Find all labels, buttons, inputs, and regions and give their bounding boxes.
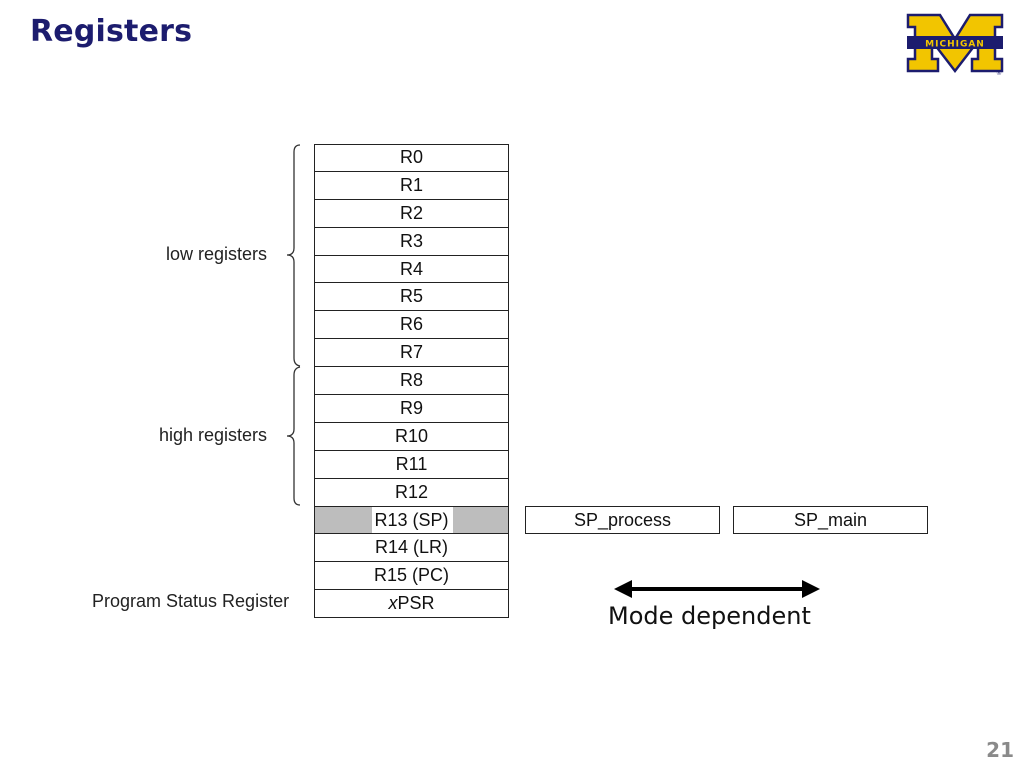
logo-registered-mark: ® — [996, 70, 1002, 75]
logo-text: MICHIGAN — [925, 39, 985, 50]
banked-sp-process: SP_process — [525, 506, 720, 534]
low-registers-brace — [287, 145, 300, 366]
xpsr-name: PSR — [397, 593, 435, 614]
register-r14-lr: R14 (LR) — [314, 534, 509, 562]
register-r15-pc: R15 (PC) — [314, 562, 509, 590]
register-r3: R3 — [314, 228, 509, 256]
high-registers-label: high registers — [159, 425, 268, 445]
register-r10: R10 — [314, 423, 509, 451]
register-r11: R11 — [314, 451, 509, 479]
banked-sp-main: SP_main — [733, 506, 928, 534]
register-r1: R1 — [314, 172, 509, 200]
mode-dependent-label: Mode dependent — [608, 602, 811, 630]
register-r5: R5 — [314, 283, 509, 311]
register-r6: R6 — [314, 311, 509, 339]
register-r9: R9 — [314, 395, 509, 423]
register-r4: R4 — [314, 256, 509, 284]
psr-label: Program Status Register — [92, 591, 290, 611]
high-registers-brace — [287, 367, 300, 505]
register-r13-sp: R13 (SP) — [314, 507, 509, 535]
low-registers-label: low registers — [166, 244, 268, 264]
xpsr-prefix: x — [388, 593, 398, 614]
register-r7: R7 — [314, 339, 509, 367]
slide-title: Registers — [30, 14, 193, 49]
double-arrow-icon — [614, 580, 820, 598]
register-r8: R8 — [314, 367, 509, 395]
page-number: 21 — [986, 738, 1014, 762]
register-r12: R12 — [314, 479, 509, 507]
register-r0: R0 — [314, 144, 509, 172]
register-r2: R2 — [314, 200, 509, 228]
